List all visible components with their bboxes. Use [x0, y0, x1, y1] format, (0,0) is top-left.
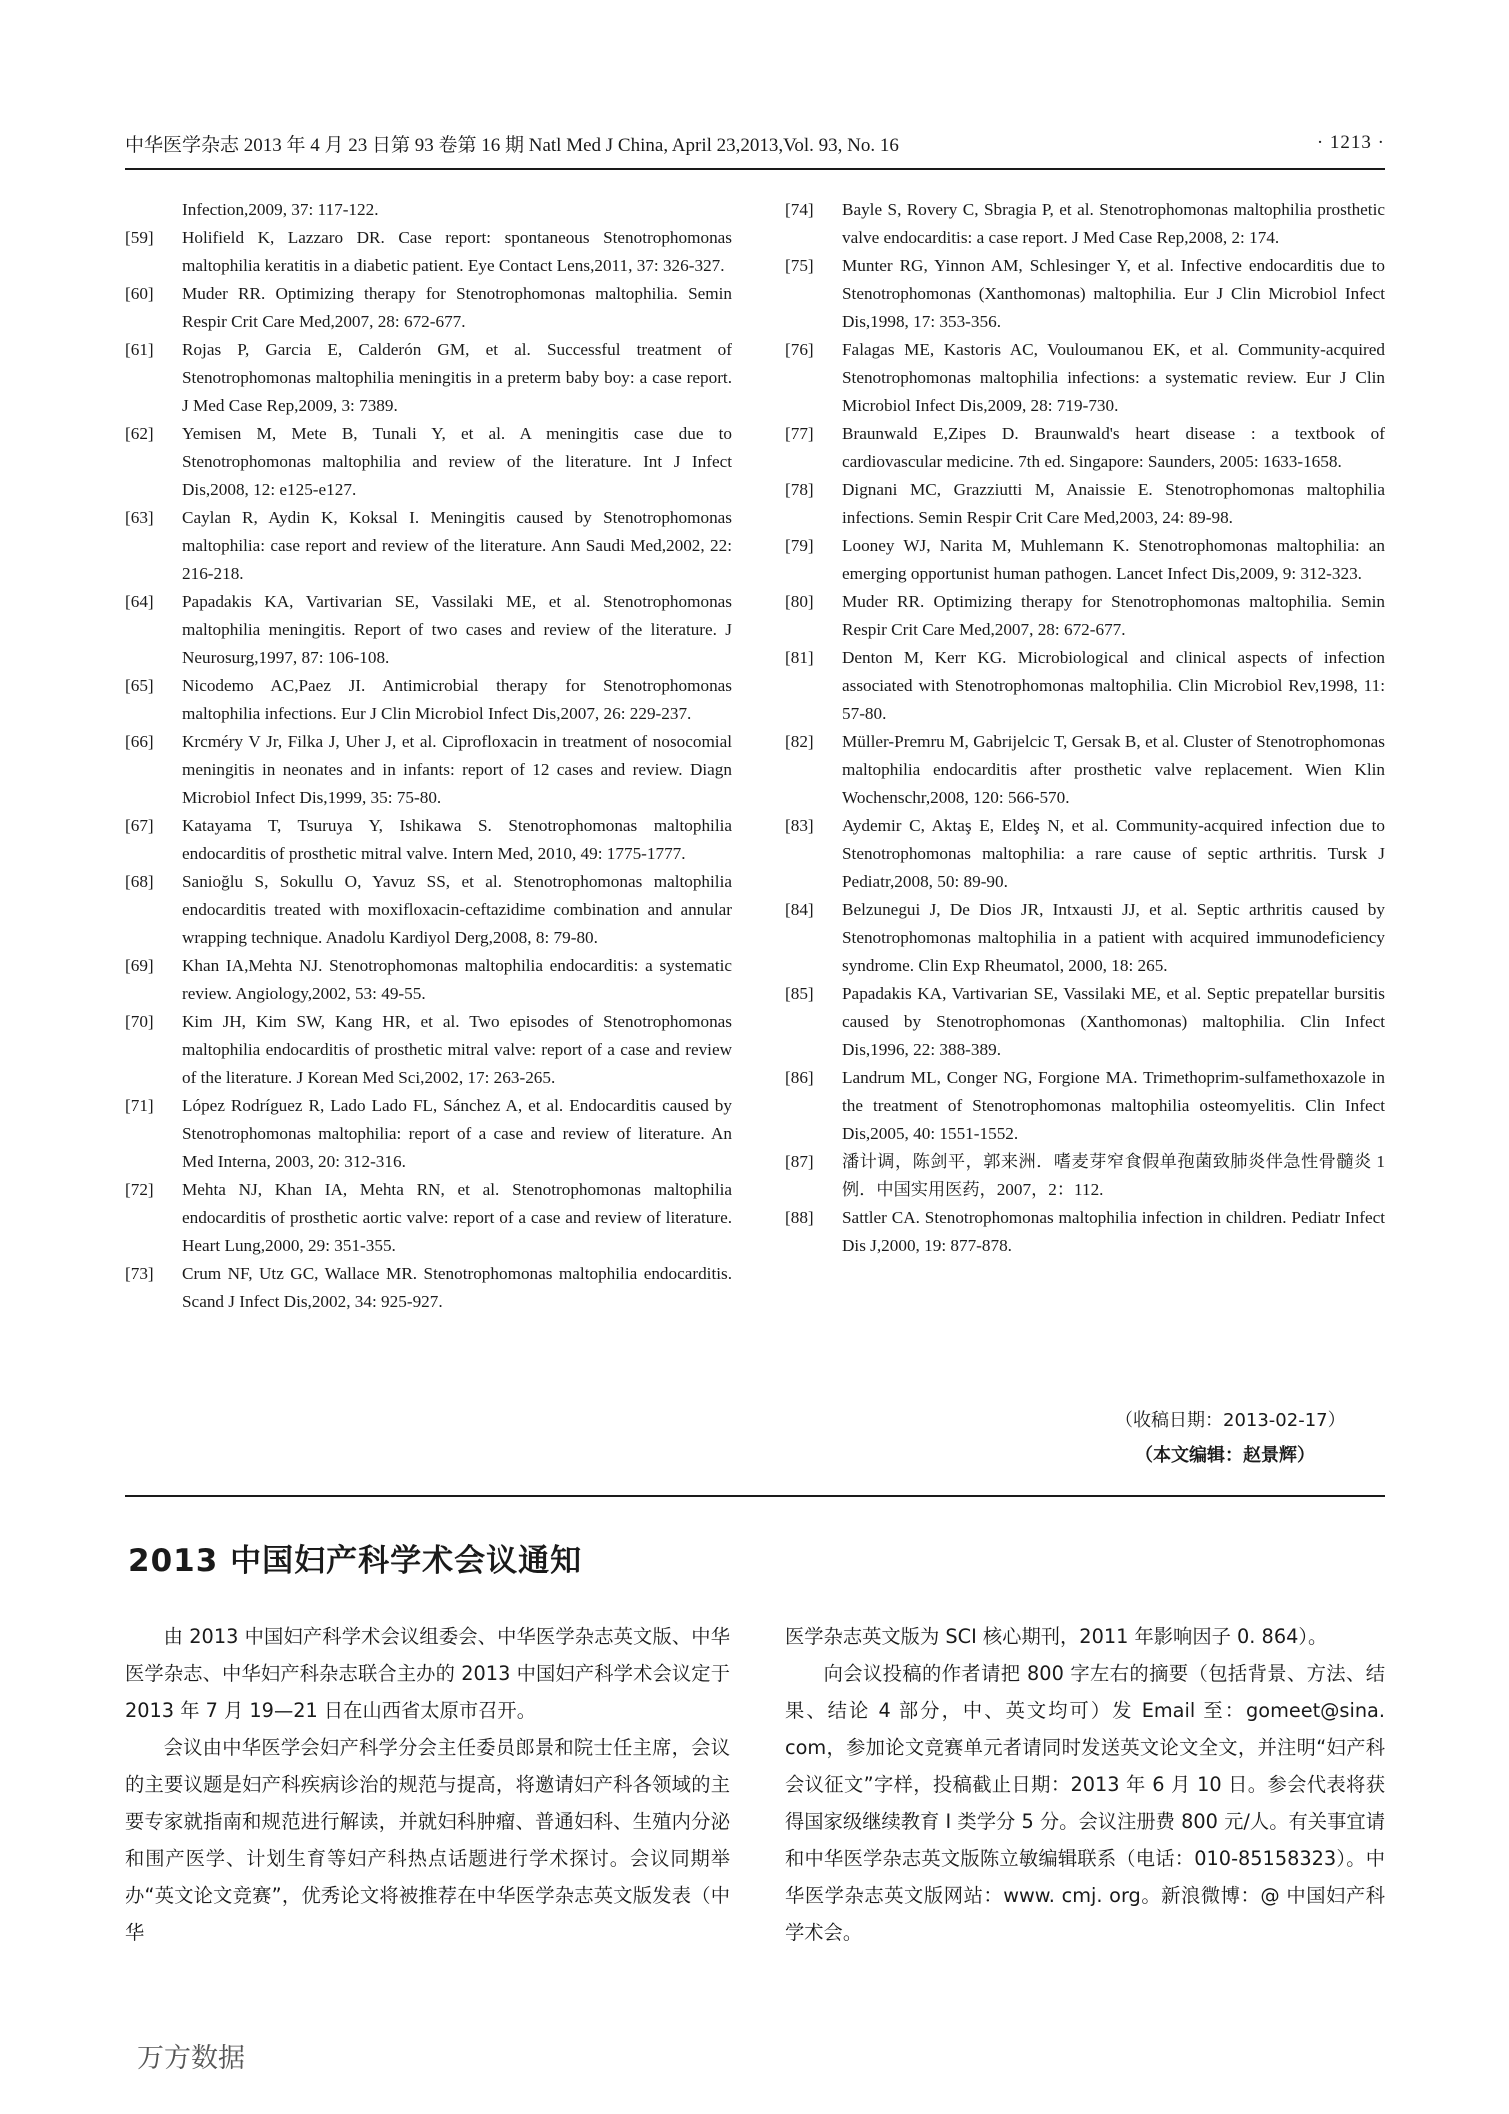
reference-text: Landrum ML, Conger NG, Forgione MA. Trimethoprim-sulfamethoxazole in the treatment of Stenotrophomonas maltophilia osteomyelitis. Clin Infect Dis,2005, 40: 1551-1552.	[842, 1068, 1385, 1143]
reference-text: Denton M, Kerr KG. Microbiological and clinical aspects of infection associated with Stenotrophomonas maltophilia. Clin Microbiol Rev,1998, 11: 57-80.	[842, 648, 1385, 723]
reference-entry	[785, 1148, 1385, 1204]
reference-entry	[125, 672, 732, 728]
reference-entry	[125, 1008, 732, 1092]
notice-title: 2013 中国妇产科学术会议通知	[128, 1543, 583, 1579]
reference-entry	[125, 1176, 732, 1260]
reference-number: [61]	[125, 340, 154, 359]
reference-text: Muder RR. Optimizing therapy for Stenotrophomonas maltophilia. Semin Respir Crit Care Med,2007, 28: 672-677.	[182, 284, 732, 331]
reference-entry	[125, 1260, 732, 1316]
reference-number: [73]	[125, 1264, 154, 1283]
reference-text: Kim JH, Kim SW, Kang HR, et al. Two episodes of Stenotrophomonas maltophilia endocarditis of prosthetic mitral valve: report of a case and review of the literature. J Korean Med Sci,2002, 17: 263-265.	[182, 1012, 732, 1087]
reference-text: Caylan R, Aydin K, Koksal I. Meningitis caused by Stenotrophomonas maltophilia: case report and review of the literature. Ann Saudi Med,2002, 22: 216-218.	[182, 508, 732, 583]
reference-text: Falagas ME, Kastoris AC, Vouloumanou EK, et al. Community-acquired Stenotrophomonas maltophilia infections: a systematic review. Eur J Clin Microbiol Infect Dis,2009, 28: 719-730.	[842, 340, 1385, 415]
reference-list-right	[785, 196, 1385, 1260]
reference-entry	[785, 336, 1385, 420]
reference-number: [87]	[785, 1152, 814, 1171]
reference-number: [67]	[125, 816, 154, 835]
references-right-column	[785, 196, 1385, 1260]
reference-entry	[785, 420, 1385, 476]
reference-text: Belzunegui J, De Dios JR, Intxausti JJ, et al. Septic arthritis caused by Stenotrophomonas maltophilia in a patient with acquired immunodeficiency syndrome. Clin Exp Rheumatol, 2000, 18: 265.	[842, 900, 1385, 975]
reference-entry	[125, 728, 732, 812]
reference-entry	[125, 336, 732, 420]
received-date: （收稿日期：2013-02-17）	[1115, 1410, 1346, 1431]
reference-number: [76]	[785, 340, 814, 359]
reference-entry	[785, 1064, 1385, 1148]
reference-number: [85]	[785, 984, 814, 1003]
reference-number: [66]	[125, 732, 154, 751]
reference-entry	[785, 896, 1385, 980]
reference-entry	[785, 532, 1385, 588]
notice-paragraph: 由 2013 中国妇产科学术会议组委会、中华医学杂志英文版、中华医学杂志、中华妇产科杂志联合主办的 2013 中国妇产科学术会议定于 2013 年 7 月 19—21 日在山西省太原市召开。	[125, 1625, 730, 1722]
reference-number: [71]	[125, 1096, 154, 1115]
reference-number: [63]	[125, 508, 154, 527]
reference-number: [88]	[785, 1208, 814, 1227]
reference-entry	[125, 588, 732, 672]
references-left-column	[125, 196, 732, 1316]
reference-number: [69]	[125, 956, 154, 975]
reference-entry	[785, 1204, 1385, 1260]
reference-number: [68]	[125, 872, 154, 891]
reference-text: Looney WJ, Narita M, Muhlemann K. Stenotrophomonas maltophilia: an emerging opportunist human pathogen. Lancet Infect Dis,2009, 9: 312-323.	[842, 536, 1385, 583]
reference-number: [62]	[125, 424, 154, 443]
reference-number: [59]	[125, 228, 154, 247]
reference-text: Bayle S, Rovery C, Sbragia P, et al. Stenotrophomonas maltophilia prosthetic valve endocarditis: a case report. J Med Case Rep,2008, 2: 174.	[842, 200, 1385, 247]
reference-entry	[125, 952, 732, 1008]
notice-paragraph: 会议由中华医学会妇产科学分会主任委员郎景和院士任主席，会议的主要议题是妇产科疾病诊治的规范与提高，将邀请妇产科各领域的主要专家就指南和规范进行解读，并就妇科肿瘤、普通妇科、生殖内分泌和围产医学、计划生育等妇产科热点话题进行学术探讨。会议同期举办“英文论文竞赛”，优秀论文将被推荐在中华医学杂志英文版发表（中华	[125, 1736, 730, 1944]
reference-entry	[785, 252, 1385, 336]
reference-number: [80]	[785, 592, 814, 611]
reference-text: Munter RG, Yinnon AM, Schlesinger Y, et al. Infective endocarditis due to Stenotrophomonas (Xanthomonas) maltophilia. Eur J Clin Microbiol Infect Dis,1998, 17: 353-356.	[842, 256, 1385, 331]
reference-text: Holifield K, Lazzaro DR. Case report: spontaneous Stenotrophomonas maltophilia keratitis in a diabetic patient. Eye Contact Lens,2011, 37: 326-327.	[182, 228, 732, 275]
reference-entry	[785, 644, 1385, 728]
reference-text: Krcméry V Jr, Filka J, Uher J, et al. Ciprofloxacin in treatment of nosocomial meningitis in neonates and in infants: report of 12 cases and review. Diagn Microbiol Infect Dis,1999, 35: 75-80.	[182, 732, 732, 807]
reference-entry	[785, 588, 1385, 644]
reference-text: Yemisen M, Mete B, Tunali Y, et al. A meningitis case due to Stenotrophomonas maltophilia and review of the literature. Int J Infect Dis,2008, 12: e125-e127.	[182, 424, 732, 499]
reference-text: Nicodemo AC,Paez JI. Antimicrobial therapy for Stenotrophomonas maltophilia infections. Eur J Clin Microbiol Infect Dis,2007, 26: 229-237.	[182, 676, 732, 723]
reference-text: Sanioğlu S, Sokullu O, Yavuz SS, et al. Stenotrophomonas maltophilia endocarditis treated with moxifloxacin-ceftazidime combination and annular wrapping technique. Anadolu Kardiyol Derg,2008, 8: 79-80.	[182, 872, 732, 947]
reference-entry	[125, 420, 732, 504]
reference-text: López Rodríguez R, Lado Lado FL, Sánchez A, et al. Endocarditis caused by Stenotrophomonas maltophilia: report of a case and review of literature. An Med Interna, 2003, 20: 312-316.	[182, 1096, 732, 1171]
reference-text: 潘计调，陈剑平，郭来洲．嗜麦芽窄食假单孢菌致肺炎伴急性骨髓炎 1 例．中国实用医药，2007，2：112.	[842, 1152, 1385, 1199]
reference-number: [75]	[785, 256, 814, 275]
reference-number: [84]	[785, 900, 814, 919]
reference-entry	[785, 980, 1385, 1064]
editor-credit: （本文编辑：赵景辉）	[1135, 1445, 1315, 1466]
reference-entry	[785, 728, 1385, 812]
reference-number: [86]	[785, 1068, 814, 1087]
reference-entry	[125, 504, 732, 588]
reference-entry	[785, 476, 1385, 532]
reference-entry	[125, 280, 732, 336]
reference-entry	[125, 812, 732, 868]
section-divider	[125, 1495, 1385, 1497]
reference-text: Crum NF, Utz GC, Wallace MR. Stenotrophomonas maltophilia endocarditis. Scand J Infect Dis,2002, 34: 925-927.	[182, 1264, 732, 1311]
reference-text: Sattler CA. Stenotrophomonas maltophilia infection in children. Pediatr Infect Dis J,2000, 19: 877-878.	[842, 1208, 1385, 1255]
reference-text: Katayama T, Tsuruya Y, Ishikawa S. Stenotrophomonas maltophilia endocarditis of prosthetic mitral valve. Intern Med, 2010, 49: 1775-1777.	[182, 816, 732, 863]
notice-paragraph: 医学杂志英文版为 SCI 核心期刊，2011 年影响因子 0. 864）。	[785, 1625, 1328, 1648]
reference-entry	[125, 224, 732, 280]
reference-entry	[125, 1092, 732, 1176]
reference-number: [64]	[125, 592, 154, 611]
journal-citation: 中华医学杂志 2013 年 4 月 23 日第 93 卷第 16 期 Natl Med J China, April 23,2013,Vol. 93, No. 16	[125, 134, 899, 156]
reference-number: [77]	[785, 424, 814, 443]
reference-continuation: Infection,2009, 37: 117-122.	[182, 200, 379, 219]
reference-number: [78]	[785, 480, 814, 499]
page-number: · 1213 ·	[1316, 132, 1385, 153]
reference-entry	[785, 196, 1385, 252]
reference-text: Aydemir C, Aktaş E, Eldeş N, et al. Community-acquired infection due to Stenotrophomonas maltophilia: a rare cause of septic arthritis. Tursk J Pediatr,2008, 50: 89-90.	[842, 816, 1385, 891]
reference-number: [74]	[785, 200, 814, 219]
reference-entry	[785, 812, 1385, 896]
reference-number: [81]	[785, 648, 814, 667]
reference-number: [72]	[125, 1180, 154, 1199]
reference-text: Müller-Premru M, Gabrijelcic T, Gersak B, et al. Cluster of Stenotrophomonas maltophilia endocarditis after prosthetic valve replacement. Wien Klin Wochenschr,2008, 120: 566-570.	[842, 732, 1385, 807]
reference-number: [79]	[785, 536, 814, 555]
reference-text: Papadakis KA, Vartivarian SE, Vassilaki ME, et al. Septic prepatellar bursitis caused by Stenotrophomonas (Xanthomonas) maltophilia. Clin Infect Dis,1996, 22: 388-389.	[842, 984, 1385, 1059]
notice-right-column	[785, 1618, 1385, 1951]
reference-text: Mehta NJ, Khan IA, Mehta RN, et al. Stenotrophomonas maltophilia endocarditis of prosthetic aortic valve: report of a case and review of literature. Heart Lung,2000, 29: 351-355.	[182, 1180, 732, 1255]
reference-number: [65]	[125, 676, 154, 695]
reference-list-left	[125, 224, 732, 1316]
reference-text: Muder RR. Optimizing therapy for Stenotrophomonas maltophilia. Semin Respir Crit Care Med,2007, 28: 672-677.	[842, 592, 1385, 639]
header-rule	[125, 168, 1385, 170]
reference-number: [83]	[785, 816, 814, 835]
running-header	[125, 128, 1385, 158]
reference-entry	[125, 868, 732, 952]
notice-left-column	[125, 1618, 730, 1951]
reference-text: Rojas P, Garcia E, Calderón GM, et al. Successful treatment of Stenotrophomonas maltophilia meningitis in a preterm baby boy: a case report. J Med Case Rep,2009, 3: 7389.	[182, 340, 732, 415]
watermark: 万方数据	[137, 2043, 245, 2074]
reference-text: Papadakis KA, Vartivarian SE, Vassilaki ME, et al. Stenotrophomonas maltophilia meningitis. Report of two cases and review of the literature. J Neurosurg,1997, 87: 106-108.	[182, 592, 732, 667]
reference-text: Dignani MC, Grazziutti M, Anaissie E. Stenotrophomonas maltophilia infections. Semin Respir Crit Care Med,2003, 24: 89-98.	[842, 480, 1385, 527]
notice-paragraph: 向会议投稿的作者请把 800 字左右的摘要（包括背景、方法、结果、结论 4 部分，中、英文均可）发 Email 至：gomeet@sina. com，参加论文竞赛单元者请同时发送英文论文全文，并注明“妇产科会议征文”字样，投稿截止日期：2013 年 6 月 10 日。参会代表将获得国家级继续教育 Ⅰ 类学分 5 分。会议注册费 800 元/人。有关事宜请和中华医学杂志英文版陈立敏编辑联系（电话：010-85158323）。中华医学杂志英文版网站：www. cmj. org。新浪微博：@ 中国妇产科学术会。	[785, 1662, 1385, 1944]
reference-text: Khan IA,Mehta NJ. Stenotrophomonas maltophilia endocarditis: a systematic review. Angiology,2002, 53: 49-55.	[182, 956, 732, 1003]
reference-number: [82]	[785, 732, 814, 751]
reference-text: Braunwald E,Zipes D. Braunwald's heart disease : a textbook of cardiovascular medicine. 7th ed. Singapore: Saunders, 2005: 1633-1658.	[842, 424, 1385, 471]
reference-number: [70]	[125, 1012, 154, 1031]
reference-number: [60]	[125, 284, 154, 303]
